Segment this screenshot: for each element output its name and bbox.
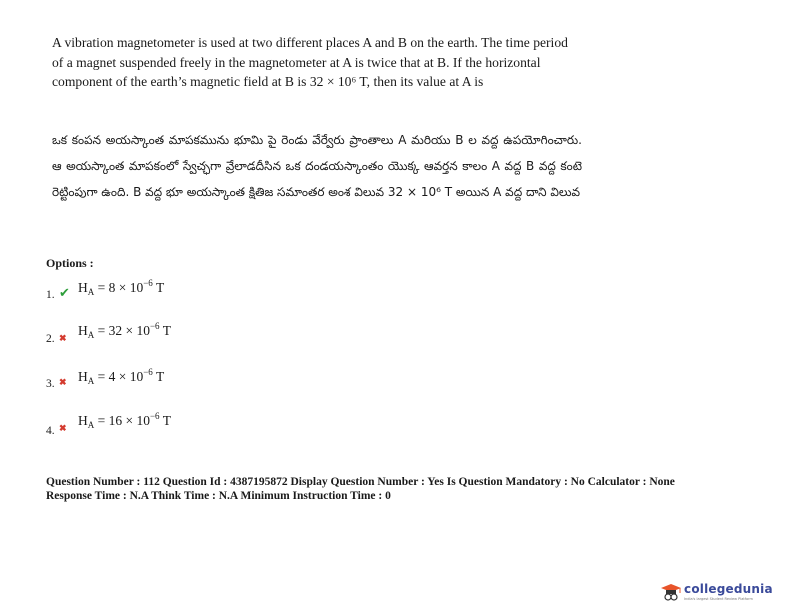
graduation-cap-icon (660, 583, 682, 603)
option-2 (46, 321, 346, 355)
option-formula: $H_A = 4 \times 10^{-6}$ T (78, 367, 165, 386)
logo-tagline: India's largest Student Review Platform (684, 597, 753, 601)
cross-icon: ✖ (59, 333, 67, 343)
logo-text: collegedunia (684, 582, 773, 596)
option-3 (46, 367, 346, 401)
question-metadata (46, 475, 746, 503)
check-icon: ✔ (59, 285, 70, 300)
option-formula: $H_A = 32 \times 10^{-6}$ T (78, 321, 171, 340)
option-number: 1. (46, 289, 55, 301)
question-text-telugu: ఒక కంపన అయస్కాంత మాపకమును భూమి పై రెండు వేర్వేరు ప్రాంతాలు A మరియు B ల వద్ద ఉపయోగించారు. ఆ అయస్కాంత మాపకంలో స్వేచ్ఛగా వ్రేలాడదీసిన ఒక దండయస్కాంతం యొక్క ఆవర్తన కాలం A వద్ద B వద్ద కంటె రెట్టింపుగా ఉంది. B వద్ద భూ అయస్కాంత క్షితిజ సమాంతర అంశ విలువ 32 × 10⁶ T అయిన A వద్ద దాని విలువ (52, 133, 582, 199)
cross-icon: ✖ (59, 423, 67, 433)
option-number: 3. (46, 378, 55, 390)
metadata-line-2: Response Time : N.A Think Time : N.A Minimum Instruction Time : 0 (46, 490, 391, 502)
question-text-english: A vibration magnetometer is used at two different places A and B on the earth. The time period of a magnet suspended freely in the magnetometer at A is twice that at B. If the horizontal component of the earth’s magnetic field at B is 32 × 10⁶ T, then its value at A is (52, 35, 568, 89)
option-formula: $H_A = 8 \times 10^{-6}$ T (78, 278, 165, 297)
option-4 (46, 411, 346, 445)
cross-icon: ✖ (59, 377, 67, 387)
collegedunia-logo (660, 581, 786, 605)
options-label: Options : (46, 256, 94, 270)
option-1 (46, 278, 346, 312)
metadata-line-1: Question Number : 112 Question Id : 4387195872 Display Question Number : Yes Is Question Mandatory : No Calculator : None (46, 476, 675, 488)
option-number: 2. (46, 333, 55, 345)
option-formula: $H_A = 16 \times 10^{-6}$ T (78, 411, 171, 430)
option-number: 4. (46, 425, 55, 437)
